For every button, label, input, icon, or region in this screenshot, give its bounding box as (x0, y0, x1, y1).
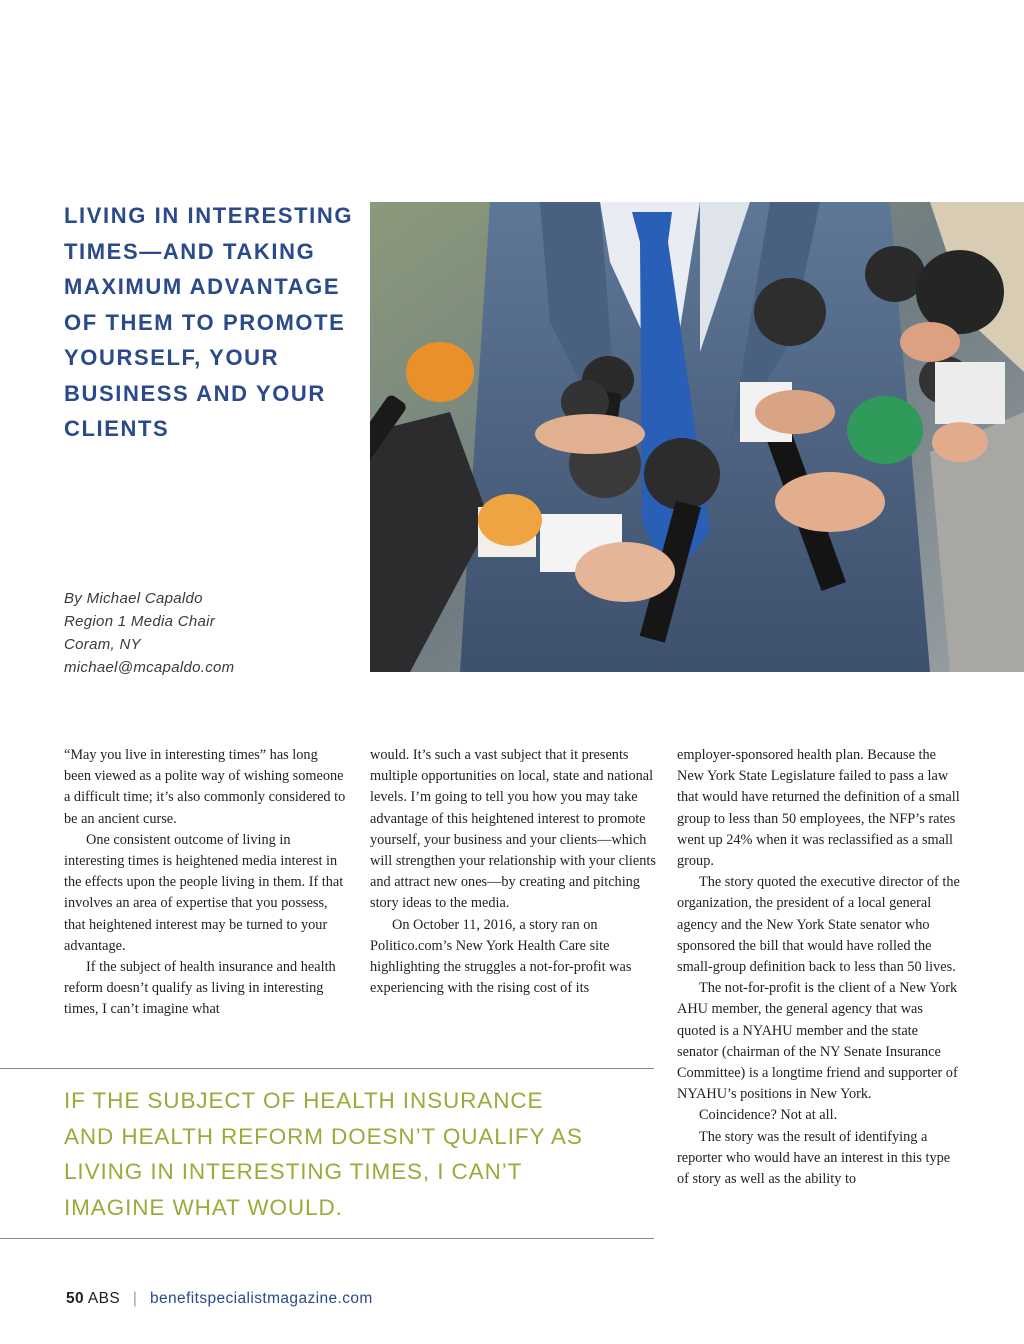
byline (64, 587, 234, 679)
page-number: 50 (66, 1290, 85, 1307)
paragraph: Coincidence? Not at all. (699, 1107, 838, 1124)
pullquote: IF THE SUBJECT OF HEALTH INSURANCE AND HEALTH REFORM DOESN’T QUALIFY AS LIVING IN INTERESTING TIMES, I CAN’T IMAGINE WHAT WOULD. (64, 1088, 583, 1220)
byline-author: By Michael Capaldo (64, 590, 203, 607)
paragraph: “May you live in interesting times” has long been viewed as a polite way of wishing someone a difficult time; it’s also commonly considered to be an ancient curse. (64, 747, 346, 827)
paragraph: One consistent outcome of living in interesting times is heightened media interest in the effects upon the people living in them. If that involves an area of expertise that you possess, that heightened interest may be turned to your advantage. (64, 831, 344, 954)
byline-email: michael@mcapaldo.com (64, 659, 235, 676)
paragraph: The story quoted the executive director of the organization, the president of a local general agency and the New York State senator who sponsored the bill that would have rolled the small-group definition back to less than 50 lives. (677, 874, 960, 976)
paragraph: On October 11, 2016, a story ran on Politico.com’s New York Health Care site highlighting the struggles a not-for-profit was experiencing with the rising cost of its (370, 916, 632, 997)
paragraph: The story was the result of identifying a reporter who would have an interest in this type of story as well as the ability to (677, 1128, 951, 1188)
pullquote-bottom-rule (0, 1238, 654, 1239)
body-column-3 (677, 745, 961, 1190)
article-headline: LIVING IN INTERESTING TIMES—AND TAKING MAXIMUM ADVANTAGE OF THEM TO PROMOTE YOURSELF, YOUR BUSINESS AND YOUR CLIENTS (64, 203, 354, 441)
byline-role: Region 1 Media Chair (64, 613, 216, 630)
magazine-name: ABS (87, 1290, 121, 1307)
paragraph: would. It’s such a vast subject that it presents multiple opportunities on local, state and national levels. I’m going to tell you how you may take advantage of this heightened interest to promote yourself, your business and your clients—which will strengthen your relationship with your clients and attract new ones—by creating and pitching story ideas to the media. (370, 747, 656, 912)
press-conference-photo (370, 202, 1024, 672)
magazine-url-link[interactable]: benefitspecialistmagazine.com (150, 1290, 373, 1307)
body-column-1 (64, 745, 346, 1021)
paragraph: The not-for-profit is the client of a New York AHU member, the general agency that was quoted is a NYAHU member and the state senator (chairman of the NY Senate Insurance Committee) is a longtime friend and supporter of NYAHU’s positions in New York. (677, 980, 958, 1103)
press-conference-microphones-photo-icon (370, 202, 1024, 672)
page-footer (66, 1290, 373, 1308)
body-column-2 (370, 745, 656, 999)
footer-separator: | (132, 1290, 138, 1307)
paragraph: If the subject of health insurance and health reform doesn’t qualify as living in interesting times, I can’t imagine what (64, 959, 336, 1018)
pullquote-top-rule (0, 1068, 654, 1069)
byline-location: Coram, NY (64, 636, 141, 653)
paragraph: employer-sponsored health plan. Because the New York State Legislature failed to pass a law that would have returned the definition of a small group to less than 50 employees, the NFP’s rates went up 24% when it was reclassified as a small group. (677, 747, 960, 870)
